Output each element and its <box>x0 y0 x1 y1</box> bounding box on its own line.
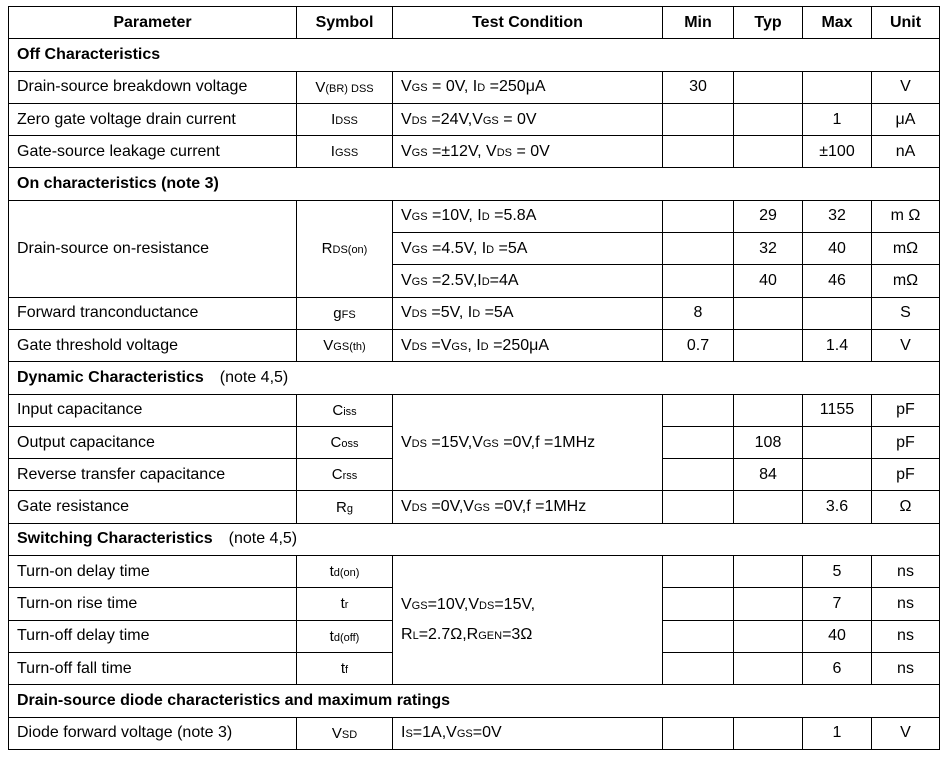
unit-cell: μA <box>872 103 940 135</box>
table-row <box>9 103 940 135</box>
typ-cell <box>734 103 803 135</box>
condition-cell <box>393 556 663 685</box>
section-row-off <box>9 39 940 71</box>
min-cell: 30 <box>663 71 734 103</box>
symbol-cell: tr <box>297 588 393 620</box>
min-cell <box>663 620 734 652</box>
param-cell: Reverse transfer capacitance <box>9 459 297 491</box>
typ-cell: 29 <box>734 200 803 232</box>
param-cell: Turn-on rise time <box>9 588 297 620</box>
max-cell: 46 <box>803 265 872 297</box>
typ-cell <box>734 71 803 103</box>
section-title: Switching Characteristics (note 4,5) <box>9 523 940 555</box>
condition-cell: VGS =4.5V, ID =5A <box>393 233 663 265</box>
symbol-cell: Rg <box>297 491 393 523</box>
symbol-cell: Coss <box>297 426 393 458</box>
condition-cell: VGS =10V, ID =5.8A <box>393 200 663 232</box>
min-cell <box>663 491 734 523</box>
param-cell: Turn-on delay time <box>9 556 297 588</box>
typ-cell <box>734 717 803 749</box>
header-unit: Unit <box>872 7 940 39</box>
min-cell <box>663 394 734 426</box>
typ-cell <box>734 491 803 523</box>
condition-cell: VGS =±12V, VDS = 0V <box>393 136 663 168</box>
min-cell <box>663 200 734 232</box>
symbol-cell: IGSS <box>297 136 393 168</box>
max-cell <box>803 71 872 103</box>
symbol-cell: VGS(th) <box>297 329 393 361</box>
symbol-cell: IDSS <box>297 103 393 135</box>
header-condition: Test Condition <box>393 7 663 39</box>
symbol-cell: Crss <box>297 459 393 491</box>
min-cell <box>663 459 734 491</box>
param-cell: Diode forward voltage (note 3) <box>9 717 297 749</box>
table-row <box>9 136 940 168</box>
typ-cell <box>734 297 803 329</box>
typ-cell <box>734 394 803 426</box>
max-cell: 32 <box>803 200 872 232</box>
table-row <box>9 297 940 329</box>
param-cell: Gate resistance <box>9 491 297 523</box>
min-cell <box>663 556 734 588</box>
symbol-cell: V(BR) DSS <box>297 71 393 103</box>
symbol-cell: RDS(on) <box>297 200 393 297</box>
switching-condition-line-1: VGS=10V,VDS=15V, <box>401 596 536 614</box>
max-cell: 40 <box>803 233 872 265</box>
section-title: Off Characteristics <box>9 39 940 71</box>
min-cell <box>663 103 734 135</box>
typ-cell: 84 <box>734 459 803 491</box>
typ-cell <box>734 136 803 168</box>
max-cell: 3.6 <box>803 491 872 523</box>
header-symbol: Symbol <box>297 7 393 39</box>
table-row <box>9 329 940 361</box>
condition-cell: VDS =15V,VGS =0V,f =1MHz <box>393 394 663 491</box>
max-cell: 1 <box>803 717 872 749</box>
unit-cell: S <box>872 297 940 329</box>
max-cell: 1.4 <box>803 329 872 361</box>
unit-cell: mΩ <box>872 233 940 265</box>
max-cell: 5 <box>803 556 872 588</box>
min-cell: 0.7 <box>663 329 734 361</box>
max-cell: 1155 <box>803 394 872 426</box>
min-cell <box>663 233 734 265</box>
section-row-on <box>9 168 940 200</box>
header-parameter: Parameter <box>9 7 297 39</box>
typ-cell <box>734 652 803 684</box>
condition-cell: VDS =VGS, ID =250μA <box>393 329 663 361</box>
param-cell: Gate-source leakage current <box>9 136 297 168</box>
unit-cell: ns <box>872 652 940 684</box>
max-cell: 40 <box>803 620 872 652</box>
min-cell <box>663 265 734 297</box>
unit-cell: m Ω <box>872 200 940 232</box>
param-cell: Forward tranconductance <box>9 297 297 329</box>
header-min: Min <box>663 7 734 39</box>
param-cell: Output capacitance <box>9 426 297 458</box>
param-cell: Turn-off fall time <box>9 652 297 684</box>
unit-cell: pF <box>872 459 940 491</box>
typ-cell: 40 <box>734 265 803 297</box>
header-row <box>9 7 940 39</box>
unit-cell: V <box>872 71 940 103</box>
min-cell <box>663 652 734 684</box>
symbol-cell: Ciss <box>297 394 393 426</box>
section-row-switching <box>9 523 940 555</box>
unit-cell: ns <box>872 556 940 588</box>
param-cell: Turn-off delay time <box>9 620 297 652</box>
section-title: Dynamic Characteristics (note 4,5) <box>9 362 940 394</box>
table-row <box>9 200 940 232</box>
unit-cell: pF <box>872 394 940 426</box>
min-cell <box>663 588 734 620</box>
symbol-cell: tf <box>297 652 393 684</box>
condition-cell: IS=1A,VGS=0V <box>393 717 663 749</box>
condition-cell: VGS =2.5V,ID=4A <box>393 265 663 297</box>
unit-cell: pF <box>872 426 940 458</box>
typ-cell <box>734 329 803 361</box>
unit-cell: nA <box>872 136 940 168</box>
section-title: On characteristics (note 3) <box>9 168 940 200</box>
max-cell: 1 <box>803 103 872 135</box>
symbol-cell: VSD <box>297 717 393 749</box>
table-row <box>9 394 940 426</box>
unit-cell: V <box>872 329 940 361</box>
unit-cell: Ω <box>872 491 940 523</box>
typ-cell <box>734 620 803 652</box>
section-row-diode <box>9 685 940 717</box>
symbol-cell: td(on) <box>297 556 393 588</box>
param-cell: Drain-source on-resistance <box>9 200 297 297</box>
typ-cell <box>734 588 803 620</box>
symbol-cell: gFS <box>297 297 393 329</box>
min-cell <box>663 136 734 168</box>
max-cell: 6 <box>803 652 872 684</box>
table-row <box>9 491 940 523</box>
typ-cell <box>734 556 803 588</box>
max-cell <box>803 426 872 458</box>
param-cell: Zero gate voltage drain current <box>9 103 297 135</box>
unit-cell: V <box>872 717 940 749</box>
section-title: Drain-source diode characteristics and maximum ratings <box>9 685 940 717</box>
param-cell: Drain-source breakdown voltage <box>9 71 297 103</box>
param-cell: Input capacitance <box>9 394 297 426</box>
section-row-dynamic <box>9 362 940 394</box>
unit-cell: mΩ <box>872 265 940 297</box>
table-row <box>9 717 940 749</box>
min-cell <box>663 717 734 749</box>
typ-cell: 108 <box>734 426 803 458</box>
condition-cell: VDS =0V,VGS =0V,f =1MHz <box>393 491 663 523</box>
max-cell: ±100 <box>803 136 872 168</box>
max-cell: 7 <box>803 588 872 620</box>
unit-cell: ns <box>872 620 940 652</box>
condition-cell: VDS =24V,VGS = 0V <box>393 103 663 135</box>
min-cell <box>663 426 734 458</box>
param-cell: Gate threshold voltage <box>9 329 297 361</box>
condition-cell: VDS =5V, ID =5A <box>393 297 663 329</box>
condition-cell: VGS = 0V, ID =250μA <box>393 71 663 103</box>
typ-cell: 32 <box>734 233 803 265</box>
unit-cell: ns <box>872 588 940 620</box>
table-row <box>9 556 940 588</box>
header-typ: Typ <box>734 7 803 39</box>
min-cell: 8 <box>663 297 734 329</box>
switching-condition-line-2: RL=2.7Ω,RGEN=3Ω <box>401 626 533 644</box>
header-max: Max <box>803 7 872 39</box>
max-cell <box>803 459 872 491</box>
table-row <box>9 71 940 103</box>
characteristics-table <box>8 6 940 750</box>
max-cell <box>803 297 872 329</box>
symbol-cell: td(off) <box>297 620 393 652</box>
